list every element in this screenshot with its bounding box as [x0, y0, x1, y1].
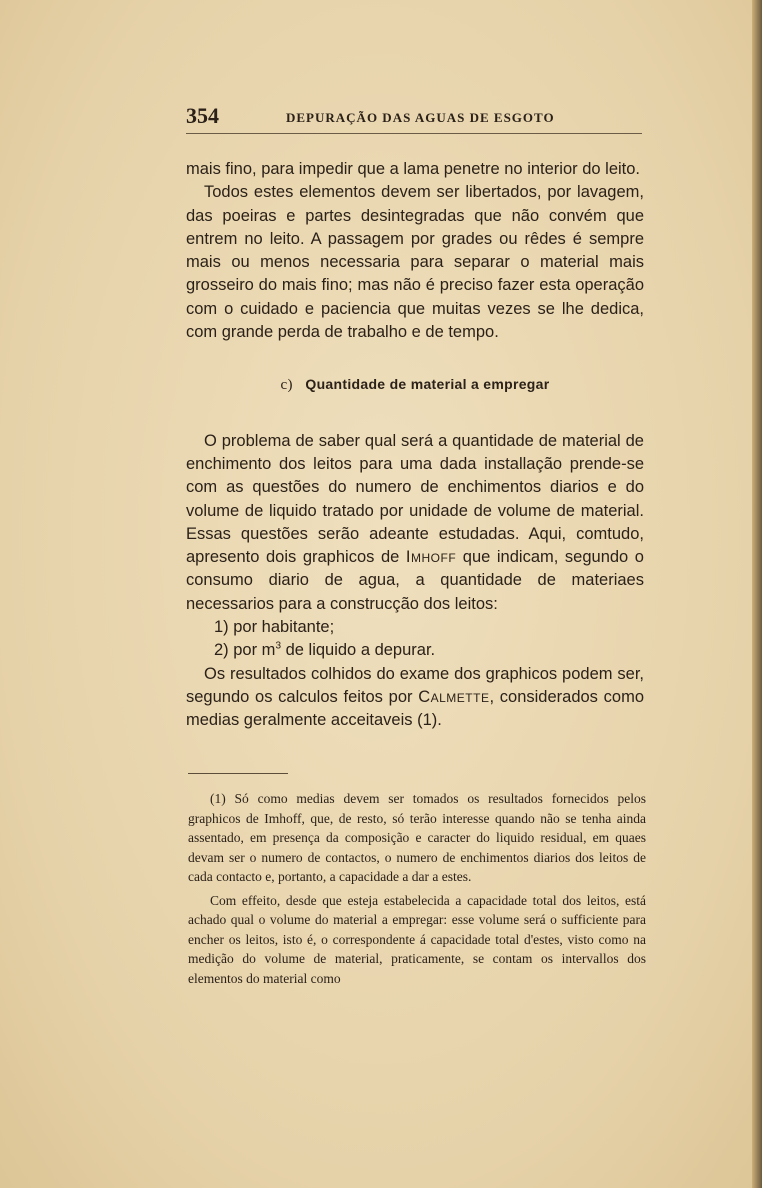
list-item-2-text-b: de liquido a depurar. [285, 641, 436, 660]
author-name-imhoff: Imhoff [405, 548, 457, 567]
page-header [186, 103, 642, 134]
paragraph-1: mais fino, para impedir que a lama penetre no interior do leito. [186, 160, 640, 178]
footnote-1-continuation: Com effeito, desde que esteja estabelecida a capacidade total dos leitos, está achado qual o volume do material a empregar: esse volume será o sufficiente para encher os leitos, isto é, o correspondente á capacidade total d'estes, visto como na medição do volume de material, praticamente, se contam os intervallos dos elementos do material como [188, 892, 646, 986]
paragraph-2: Todos estes elementos devem ser libertados, por lavagem, das poeiras e partes desintegradas que não convém que entrem no leito. A passagem por grades ou rêdes é sempre mais ou menos necessaria para separar o material mais grosseiro do mais fino; mas não é preciso fazer esta operação com o cuidado e paciencia que muitas vezes se lhe dedica, com grande perda de trabalho e de tempo. [186, 183, 644, 342]
paragraph-4-text-a: Os resultados colhidos do exame dos graphicos podem ser, segundo os calculos feitos por [186, 664, 644, 706]
list-item-2-text-a: 2) por m [214, 641, 276, 660]
page-number: 354 [186, 103, 219, 128]
page-edge-shadow [752, 0, 762, 1188]
section-label: c) [280, 377, 293, 394]
footnote-rule [188, 773, 288, 774]
section-title: Quantidade de material a empregar [305, 376, 550, 393]
list-item-1: 1) por habitante; [214, 618, 335, 637]
footnotes [188, 789, 646, 988]
body-text [186, 158, 644, 733]
paragraph-3-text-b: que indicam, segundo o consumo diario de agua, a quantidade de materiaes necessarios para a construcção dos leitos: [186, 548, 644, 613]
list-item-2 [186, 639, 644, 662]
running-title: DEPURAÇÃO DAS AGUAS DE ESGOTO [286, 110, 555, 125]
superscript-3: 3 [275, 640, 281, 652]
paragraph-4-text-b: , considerados como medias geralmente acceitaveis (1). [186, 687, 644, 730]
section-heading [186, 373, 644, 397]
paragraph-4 [186, 663, 644, 733]
footnote-1: (1) Só como medias devem ser tomados os resultados fornecidos pelos graphicos de Imhoff, que, de resto, só terão interesse quando não se tenha ainda assentado, em presença da composição e caracter do liquido residual, em quaes devam ser o numero de contactos, o numero de enchimentos diarios dos leitos de cada contacto e, portanto, a capacidade a dar a estes. [188, 791, 646, 884]
paragraph-3 [186, 430, 644, 616]
author-name-calmette: Calmette [418, 687, 490, 706]
paragraph-3-text-a: O problema de saber qual será a quantidade de material de enchimento dos leitos para uma dada installação prende-se com as questões do numero de enchimentos diarios e do volume de liquido tratado por unidade de volume de material. Essas questões serão adeante estudadas. Aqui, comtudo, apresento dois graphicos de [186, 431, 644, 567]
